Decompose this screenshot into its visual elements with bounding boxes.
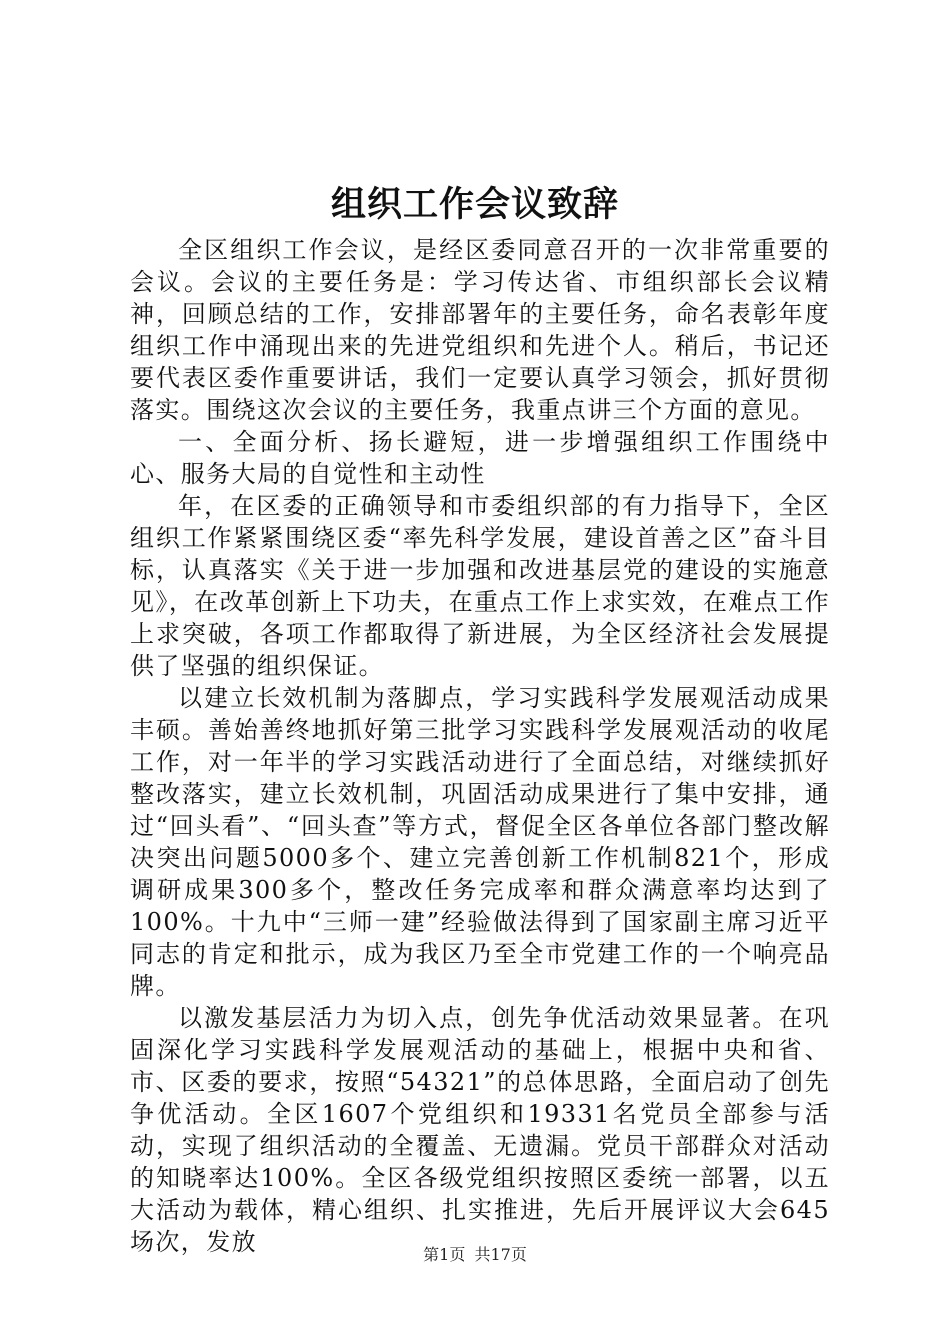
page-total: 共17页 bbox=[474, 1245, 527, 1264]
paragraph-intro: 全区组织工作会议，是经区委同意召开的一次非常重要的会议。会议的主要任务是：学习传达省、市组织部长会议精神，回顾总结的工作，安排部署年的主要任务，命名表彰年度组织工作中涌现出来的先进党组织和先进个人。稍后，书记还要代表区委作重要讲话，我们一定要认真学习领会，抓好贯彻落实。围绕这次会议的主要任务，我重点讲三个方面的意见。 bbox=[130, 236, 830, 424]
paragraph-review: 年，在区委的正确领导和市委组织部的有力指导下，全区组织工作紧紧围绕区委“率先科学发展，建设首善之区”奋斗目标，认真落实《关于进一步加强和改进基层党的建设的实施意见》，在改革创新上下功夫，在重点工作上求实效，在难点工作上求突破，各项工作都取得了新进展，为全区经济社会发展提供了坚强的组织保证。 bbox=[130, 492, 830, 680]
page-footer bbox=[0, 1244, 950, 1266]
paragraph-long-term-mechanism: 以建立长效机制为落脚点，学习实践科学发展观活动成果丰硕。善始善终地抓好第三批学习实践科学发展观活动的收尾工作，对一年半的学习实践活动进行了全面总结，对继续抓好整改落实，建立长效机制，巩固活动成果进行了集中安排，通过“回头看”、“回头查”等方式，督促全区各单位各部门整改解决突出问题5000多个、建立完善创新工作机制821个，形成调研成果300多个，整改任务完成率和群众满意率均达到了100%。十九中“三师一建”经验做法得到了国家副主席习近平同志的肯定和批示，成为我区乃至全市党建工作的一个响亮品牌。 bbox=[130, 684, 830, 1000]
document-title: 组织工作会议致辞 bbox=[330, 184, 619, 225]
page-number: 第1页 bbox=[423, 1245, 466, 1264]
paragraph-grassroots-vitality: 以激发基层活力为切入点，创先争优活动效果显著。在巩固深化学习实践科学发展观活动的基础上，根据中央和省、市、区委的要求，按照“54321”的总体思路，全面启动了创先争优活动。全区1607个党组织和19331名党员全部参与活动，实现了组织活动的全覆盖、无遗漏。党员干部群众对活动的知晓率达100%。全区各级党组织按照区委统一部署，以五大活动为载体，精心组织、扎实推进，先后开展评议大会645场次，发放 bbox=[130, 1004, 830, 1256]
section-heading-1: 一、全面分析、扬长避短，进一步增强组织工作围绕中心、服务大局的自觉性和主动性 bbox=[130, 428, 830, 488]
document-body bbox=[130, 234, 830, 1258]
